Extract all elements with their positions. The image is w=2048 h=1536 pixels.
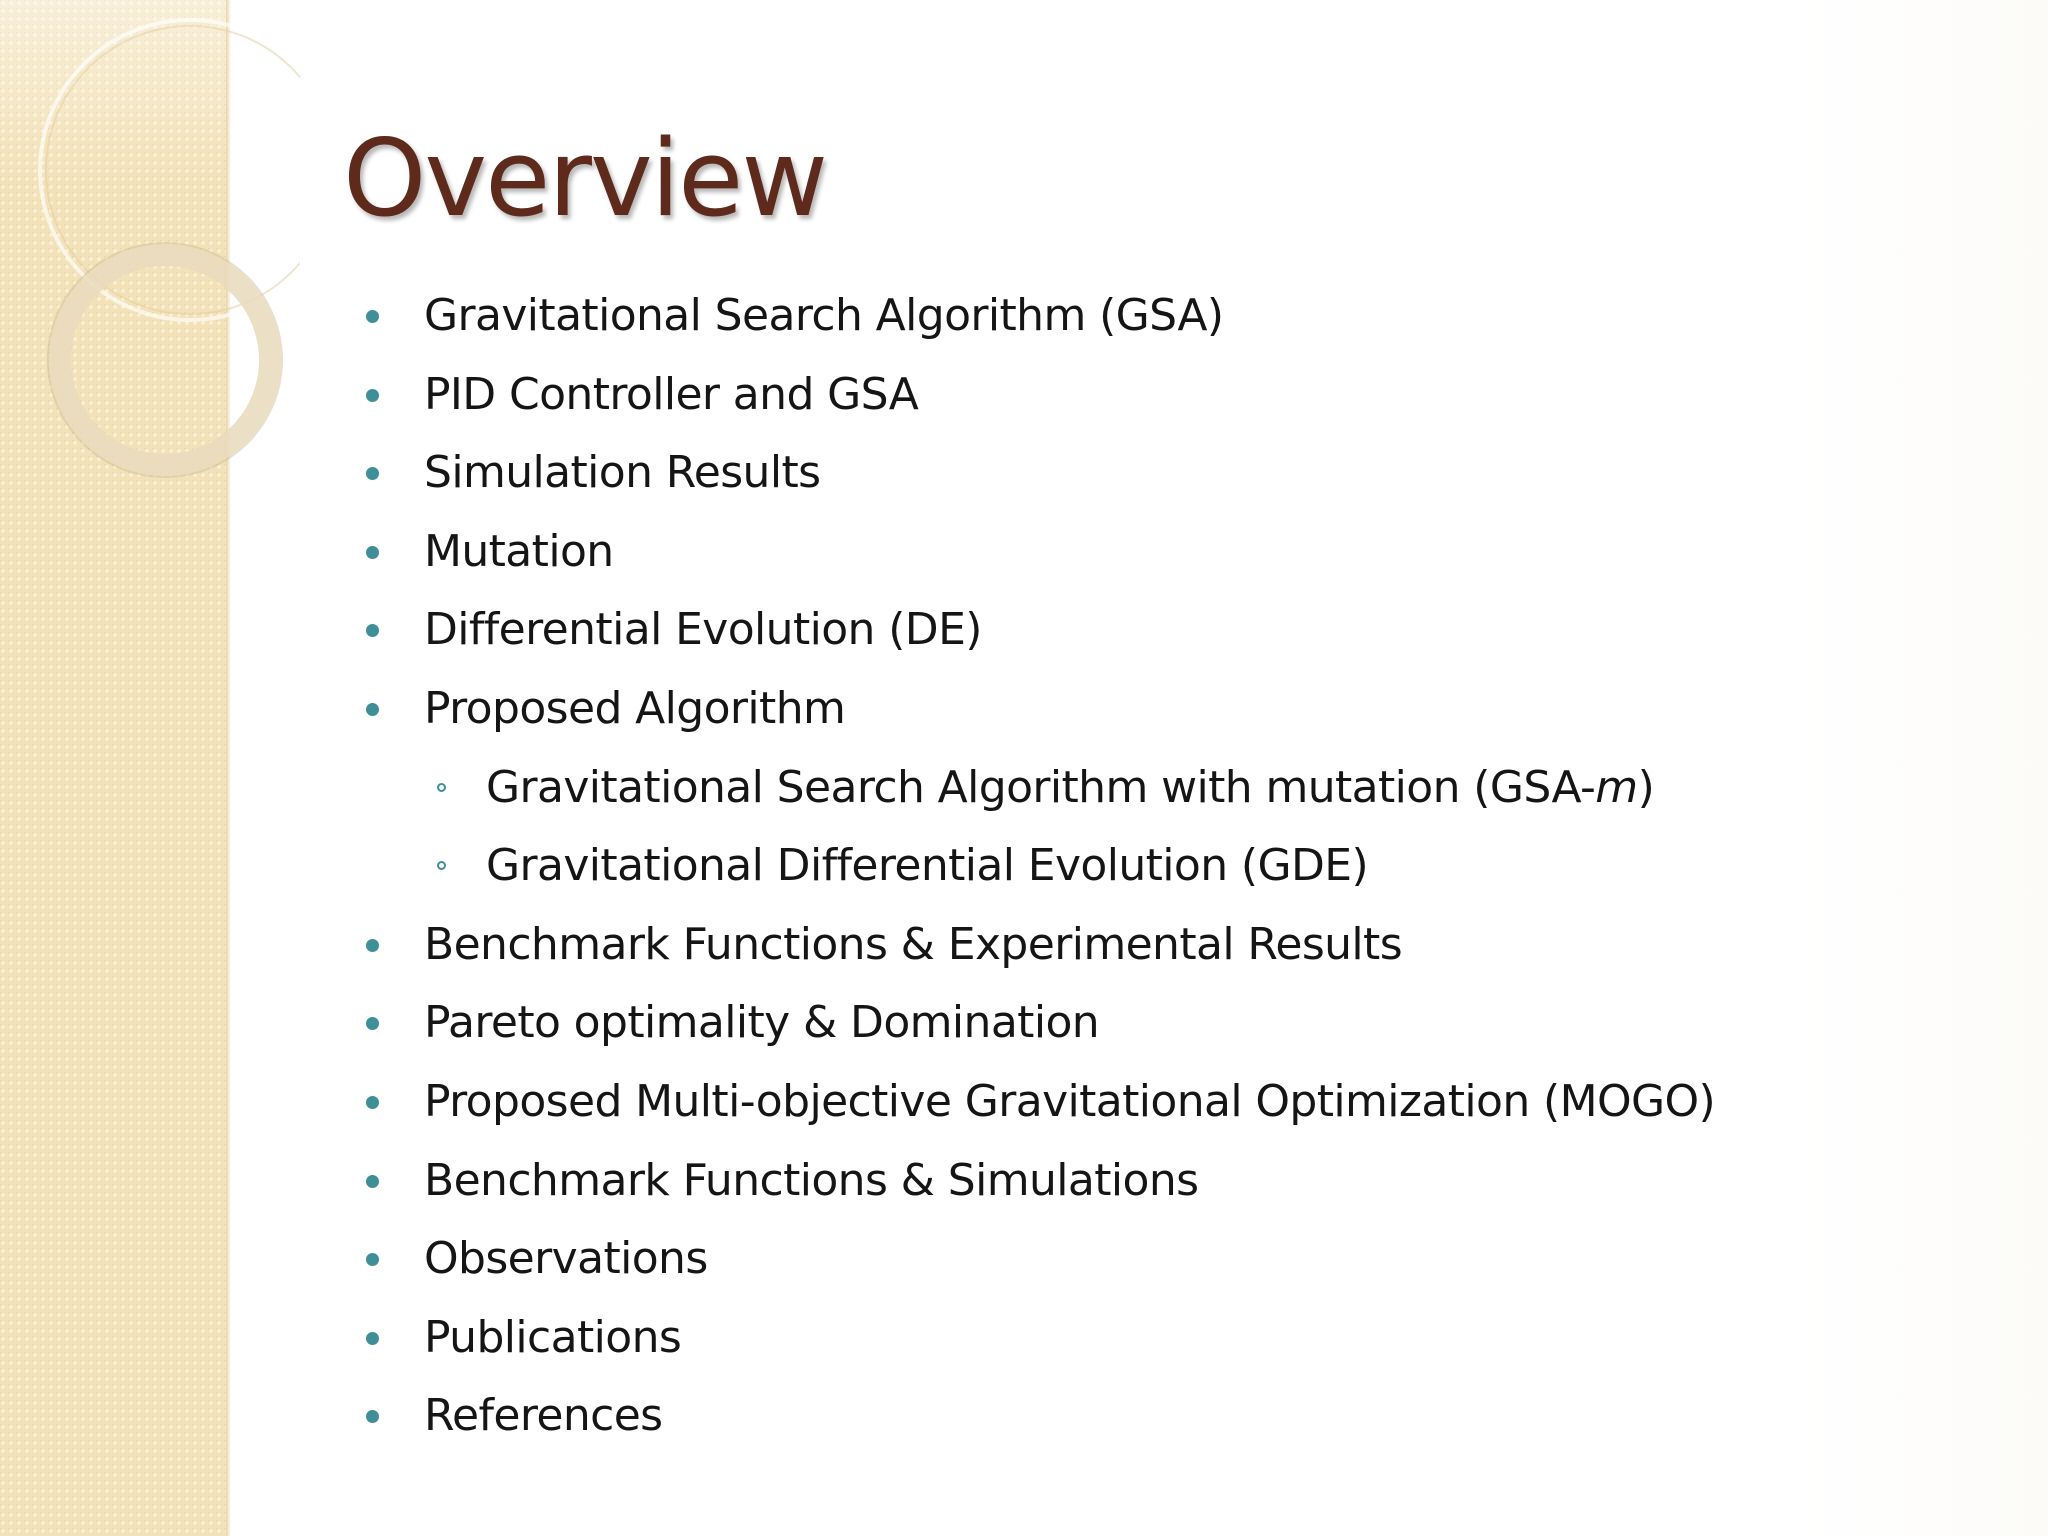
list-item-label: Differential Evolution (DE) — [424, 604, 982, 656]
sub-bullet-icon — [437, 783, 446, 792]
bullet-icon — [366, 624, 379, 637]
bullet-icon — [366, 467, 379, 480]
list-item-label: Gravitational Differential Evolution (GDE) — [486, 840, 1369, 892]
bullet-icon — [366, 1410, 379, 1423]
list-item-label: References — [424, 1390, 663, 1442]
list-item-label: PID Controller and GSA — [424, 368, 919, 420]
list-item-label: Pareto optimality & Domination — [424, 997, 1100, 1049]
list-item-text — [486, 836, 1368, 896]
list-item-text — [424, 1151, 1198, 1211]
bullet-icon — [366, 703, 379, 716]
bullet-icon — [366, 1175, 379, 1188]
bullet-icon — [366, 310, 379, 323]
list-item-label: Proposed Algorithm — [424, 683, 846, 734]
decorative-ring-large-inner — [46, 26, 300, 314]
list-item-text — [424, 1386, 663, 1446]
list-item-text — [424, 915, 1402, 975]
bullet-icon — [366, 939, 379, 952]
decorative-ring-large — [40, 20, 300, 320]
list-item-text — [424, 1229, 708, 1289]
list-item-text — [424, 365, 918, 425]
list-item-italic-suffix: m — [1595, 761, 1638, 813]
list-item-text — [424, 443, 820, 503]
list-item-text — [424, 1072, 1715, 1132]
list-item-text — [424, 679, 845, 739]
bullet-icon — [366, 1096, 379, 1109]
list-item-text — [424, 522, 614, 582]
list-item-label: Gravitational Search Algorithm with mutation (GSA- — [486, 761, 1596, 813]
sub-bullet-icon — [437, 861, 446, 870]
bullet-icon — [366, 1332, 379, 1345]
decorative-ring-small — [60, 255, 270, 465]
list-item-label: Publications — [424, 1311, 682, 1363]
list-item-text — [424, 286, 1223, 346]
bullet-icon — [366, 389, 379, 402]
list-item-label: Benchmark Functions & Experimental Results — [424, 918, 1403, 970]
bullet-icon — [366, 1253, 379, 1266]
list-item-label: Mutation — [424, 525, 614, 577]
bullet-icon — [366, 546, 379, 559]
list-item-text — [424, 1308, 681, 1368]
list-item-suffix: ) — [1637, 761, 1655, 813]
decorative-rings — [0, 0, 300, 520]
slide-title: Overview — [343, 117, 827, 240]
list-item-label: Benchmark Functions & Simulations — [424, 1154, 1199, 1206]
list-item-text — [424, 993, 1099, 1053]
list-item-text — [486, 758, 1654, 818]
list-item-label: Gravitational Search Algorithm (GSA) — [424, 290, 1224, 341]
bullet-icon — [366, 1017, 379, 1030]
list-item-label: Proposed Multi-objective Gravitational Optimization (MOGO) — [424, 1076, 1716, 1127]
list-item-label: Simulation Results — [424, 447, 821, 499]
list-item-text — [424, 600, 982, 660]
list-item-label: Observations — [424, 1233, 708, 1285]
